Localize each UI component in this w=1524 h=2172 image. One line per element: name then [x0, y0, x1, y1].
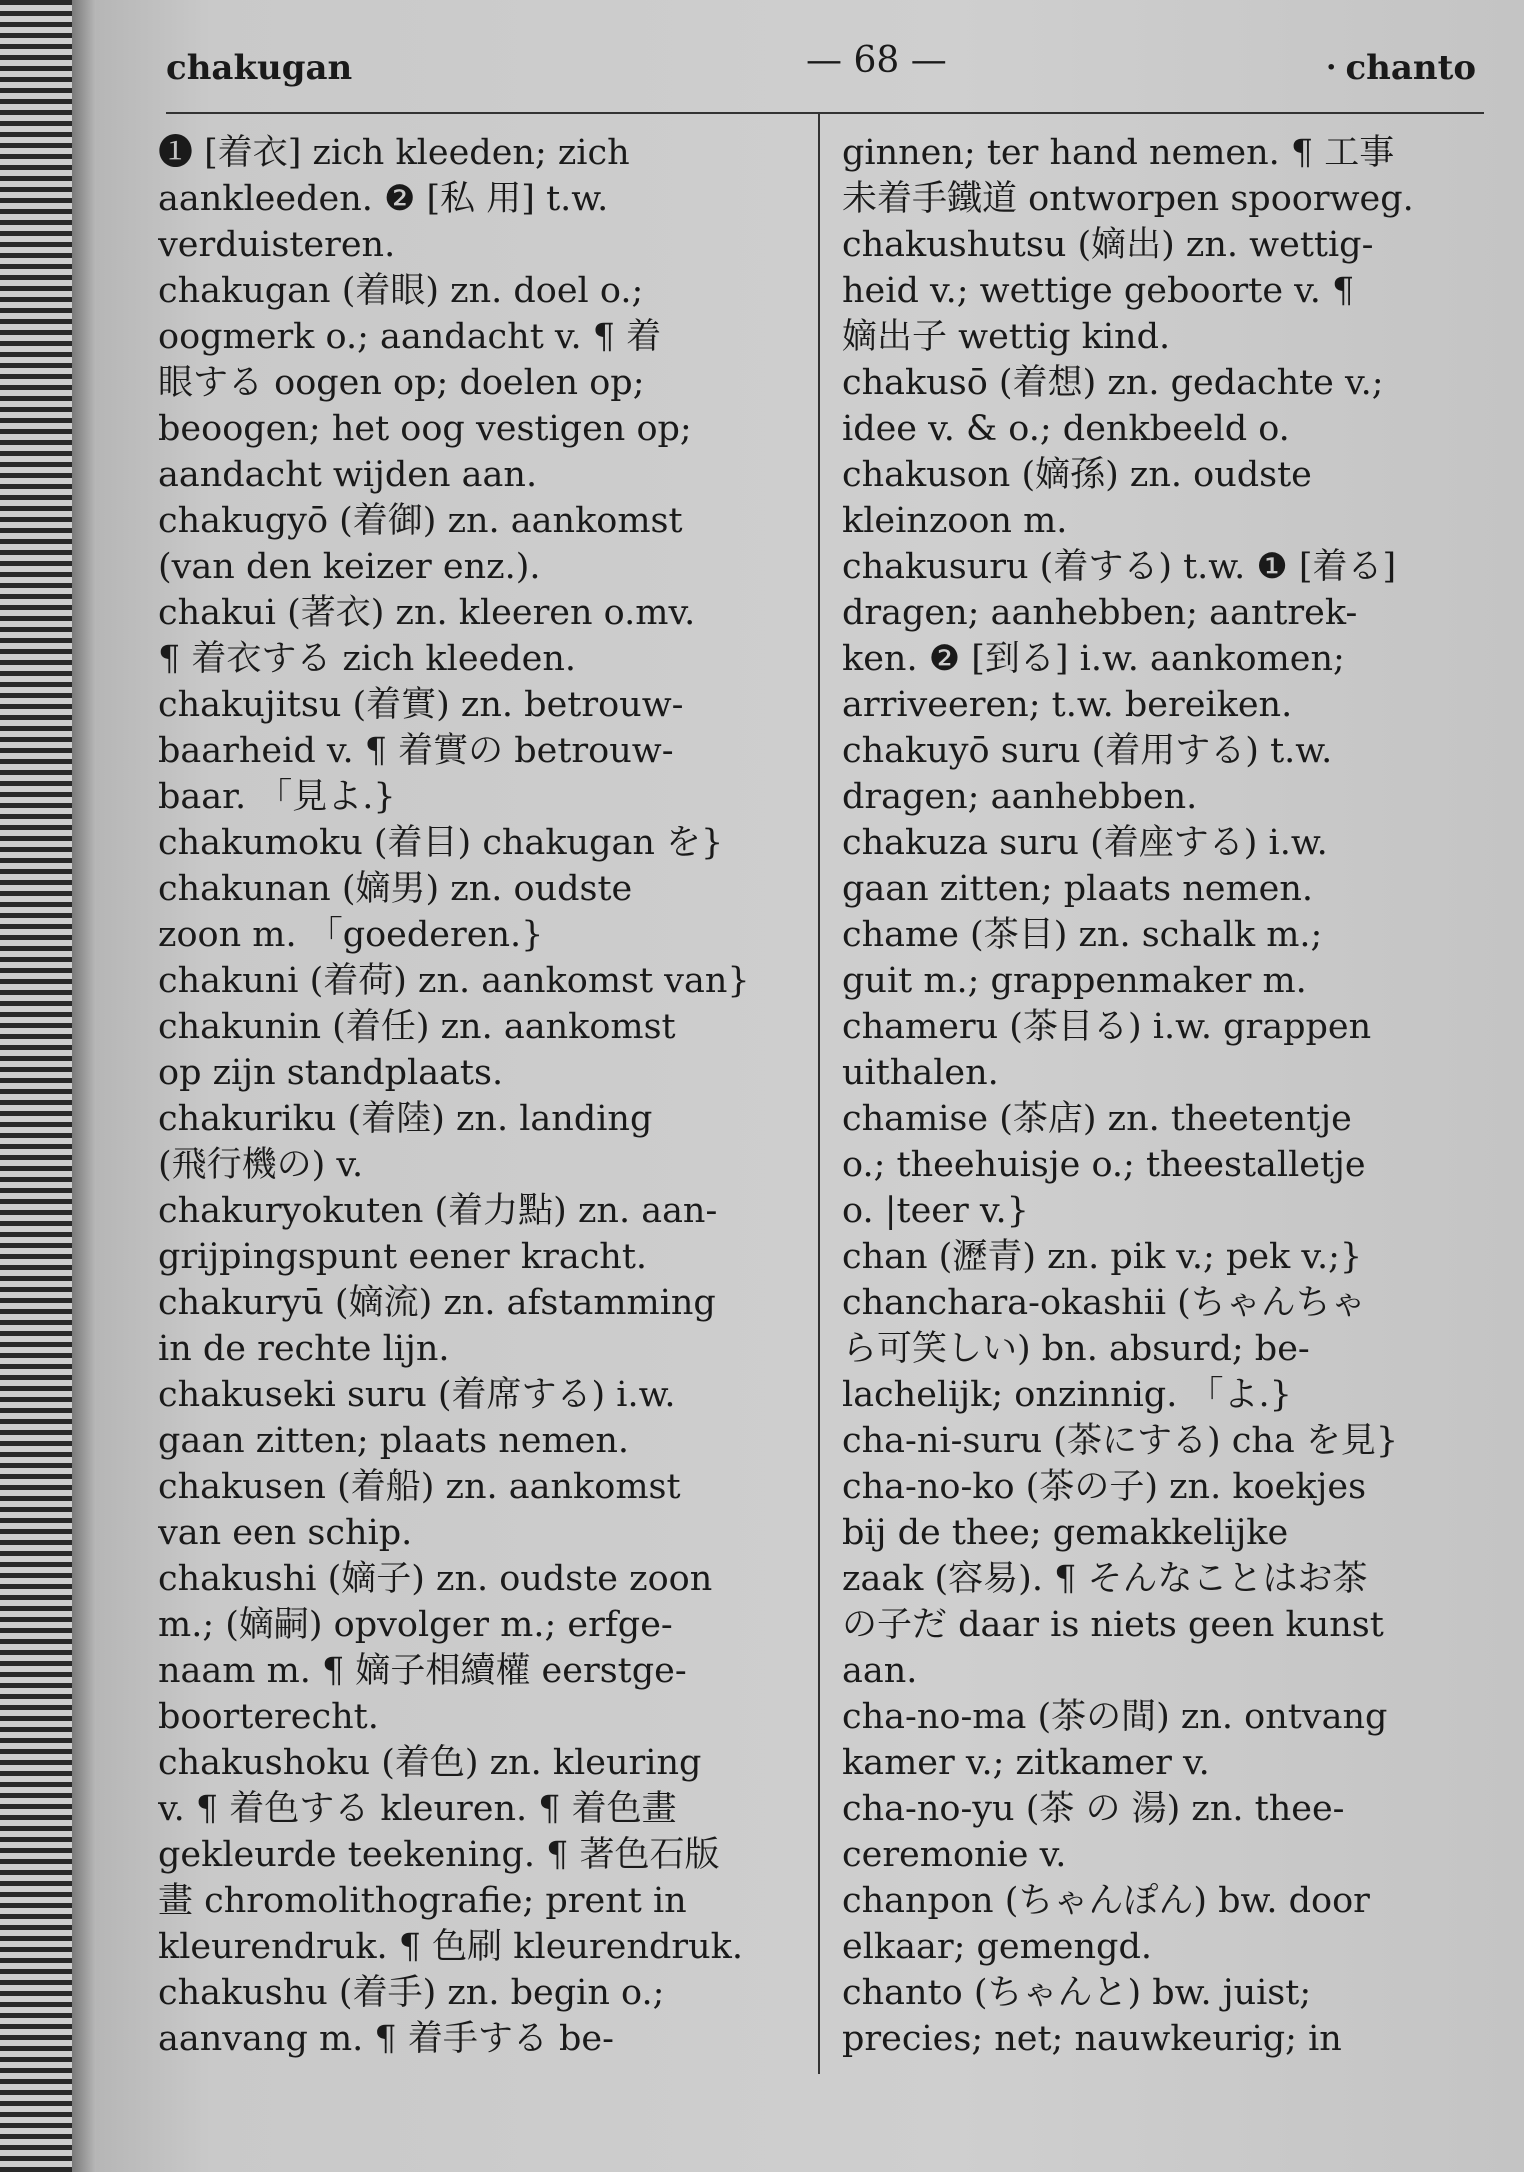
dictionary-page — [96, 0, 1524, 2172]
text-line: chakunin (着任) zn. aankomst — [158, 1007, 676, 1047]
text-line: zoon m. 「goederen.} — [158, 915, 544, 955]
text-line: ら可笑しい) bn. absurd; be- — [842, 1329, 1310, 1369]
text-line: chanpon (ちゃんぽん) bw. door — [842, 1881, 1370, 1921]
text-line: elkaar; gemengd. — [842, 1927, 1152, 1967]
text-line: op zijn standplaats. — [158, 1053, 504, 1093]
text-line: 眼する oogen op; doelen op; — [158, 363, 645, 403]
left-guide-word: chakugan — [166, 48, 353, 88]
text-line: 未着手鐵道 ontworpen spoorweg. — [842, 179, 1414, 219]
text-line: の子だ daar is niets geen kunst — [842, 1605, 1384, 1645]
text-line: boorterecht. — [158, 1697, 379, 1737]
text-line: kleurendruk. ¶ 色刷 kleurendruk. — [158, 1927, 743, 1967]
text-line: in de rechte lijn. — [158, 1329, 450, 1369]
text-line: uithalen. — [842, 1053, 999, 1093]
text-line: o. |teer v.} — [842, 1191, 1029, 1231]
text-line: heid v.; wettige geboorte v. ¶ — [842, 271, 1355, 311]
text-line: zaak (容易). ¶ そんなことはお茶 — [842, 1559, 1368, 1599]
text-line: verduisteren. — [158, 225, 396, 265]
left-column — [158, 130, 798, 2062]
text-line: baarheid v. ¶ 着實の betrouw- — [158, 731, 674, 771]
header-dot: · — [1326, 50, 1337, 85]
text-line: gekleurde teekening. ¶ 著色石版 — [158, 1835, 720, 1875]
text-line: chakuni (着荷) zn. aankomst van} — [158, 961, 750, 1001]
text-line: 畫 chromolithografie; prent in — [158, 1881, 687, 1921]
text-line: chakusuru (着する) t.w. ❶ [着る] — [842, 547, 1397, 587]
text-line: chame (茶目) zn. schalk m.; — [842, 915, 1323, 955]
text-line: cha-no-ko (茶の子) zn. koekjes — [842, 1467, 1367, 1507]
page-gutter — [72, 0, 96, 2172]
text-line: idee v. & o.; denkbeeld o. — [842, 409, 1290, 449]
page-number: — 68 — — [806, 40, 947, 81]
text-line: dragen; aanhebben. — [842, 777, 1198, 817]
text-line: chamise (茶店) zn. theetentje — [842, 1099, 1352, 1139]
text-line: aanvang m. ¶ 着手する be- — [158, 2019, 614, 2059]
text-line: cha-no-yu (茶 の 湯) zn. thee- — [842, 1789, 1345, 1829]
text-line: guit m.; grappenmaker m. — [842, 961, 1307, 1001]
text-line: chameru (茶目る) i.w. grappen — [842, 1007, 1372, 1047]
text-line: chakuza suru (着座する) i.w. — [842, 823, 1328, 863]
text-line: ❶ [着衣] zich kleeden; zich — [158, 133, 630, 173]
ruler-binding — [0, 0, 72, 2172]
text-line: aankleeden. ❷ [私 用] t.w. — [158, 179, 609, 219]
text-line: oogmerk o.; aandacht v. ¶ 着 — [158, 317, 662, 357]
header-rule — [166, 112, 1484, 114]
text-line: (van den keizer enz.). — [158, 547, 541, 587]
text-line: aandacht wijden aan. — [158, 455, 538, 495]
text-line: chakumoku (着目) chakugan を} — [158, 823, 724, 863]
right-guide-word: chanto — [1345, 48, 1476, 88]
text-line: chakujitsu (着實) zn. betrouw- — [158, 685, 684, 725]
text-line: ginnen; ter hand nemen. ¶ 工事 — [842, 133, 1395, 173]
page-header — [166, 38, 1476, 98]
text-line: precies; net; nauwkeurig; in — [842, 2019, 1342, 2059]
text-line: ¶ 着衣する zich kleeden. — [158, 639, 577, 679]
text-line: chakugyō (着御) zn. aankomst — [158, 501, 683, 541]
text-line: chakusō (着想) zn. gedachte v.; — [842, 363, 1384, 403]
text-line: m.; (嫡嗣) opvolger m.; erfge- — [158, 1605, 673, 1645]
text-line: dragen; aanhebben; aantrek- — [842, 593, 1358, 633]
text-line: grijpingspunt eener kracht. — [158, 1237, 648, 1277]
text-line: chakunan (嫡男) zn. oudste — [158, 869, 633, 909]
text-line: chakuyō suru (着用する) t.w. — [842, 731, 1333, 771]
text-line: v. ¶ 着色する kleuren. ¶ 着色畫 — [158, 1789, 677, 1829]
text-line: ceremonie v. — [842, 1835, 1067, 1875]
column-divider — [818, 114, 820, 2074]
text-line: kamer v.; zitkamer v. — [842, 1743, 1210, 1783]
text-line: o.; theehuisje o.; theestalletje — [842, 1145, 1366, 1185]
text-line: aan. — [842, 1651, 918, 1691]
text-line: gaan zitten; plaats nemen. — [158, 1421, 630, 1461]
text-line: chakuseki suru (着席する) i.w. — [158, 1375, 676, 1415]
text-line: chakugan (着眼) zn. doel o.; — [158, 271, 644, 311]
text-line: cha-ni-suru (茶にする) cha を見} — [842, 1421, 1399, 1461]
text-line: chanchara-okashii (ちゃんちゃ — [842, 1283, 1366, 1323]
text-line: chakuryokuten (着力點) zn. aan- — [158, 1191, 718, 1231]
text-line: chakuriku (着陸) zn. landing — [158, 1099, 653, 1139]
text-line: chan (瀝青) zn. pik v.; pek v.;} — [842, 1237, 1363, 1277]
text-line: van een schip. — [158, 1513, 413, 1553]
text-line: chakuryū (嫡流) zn. afstamming — [158, 1283, 716, 1323]
text-line: 嫡出子 wettig kind. — [842, 317, 1171, 357]
text-line: kleinzoon m. — [842, 501, 1068, 541]
text-line: gaan zitten; plaats nemen. — [842, 869, 1314, 909]
text-line: (飛行機の) v. — [158, 1145, 364, 1185]
text-line: chakuson (嫡孫) zn. oudste — [842, 455, 1312, 495]
text-line: chakusen (着船) zn. aankomst — [158, 1467, 681, 1507]
text-line: chakushoku (着色) zn. kleuring — [158, 1743, 702, 1783]
text-line: chanto (ちゃんと) bw. juist; — [842, 1973, 1312, 2013]
text-line: cha-no-ma (茶の間) zn. ontvang — [842, 1697, 1388, 1737]
text-line: arriveeren; t.w. bereiken. — [842, 685, 1293, 725]
text-line: ken. ❷ [到る] i.w. aankomen; — [842, 639, 1345, 679]
text-line: chakushutsu (嫡出) zn. wettig- — [842, 225, 1374, 265]
text-line: bij de thee; gemakkelijke — [842, 1513, 1289, 1553]
text-line: baar. 「見よ.} — [158, 777, 396, 817]
text-line: chakui (著衣) zn. kleeren o.mv. — [158, 593, 696, 633]
text-line: naam m. ¶ 嫡子相續權 eerstge- — [158, 1651, 687, 1691]
text-line: beoogen; het oog vestigen op; — [158, 409, 692, 449]
right-column — [842, 130, 1482, 2062]
text-line: chakushi (嫡子) zn. oudste zoon — [158, 1559, 713, 1599]
text-line: chakushu (着手) zn. begin o.; — [158, 1973, 665, 2013]
text-line: lachelijk; onzinnig. 「よ.} — [842, 1375, 1292, 1415]
